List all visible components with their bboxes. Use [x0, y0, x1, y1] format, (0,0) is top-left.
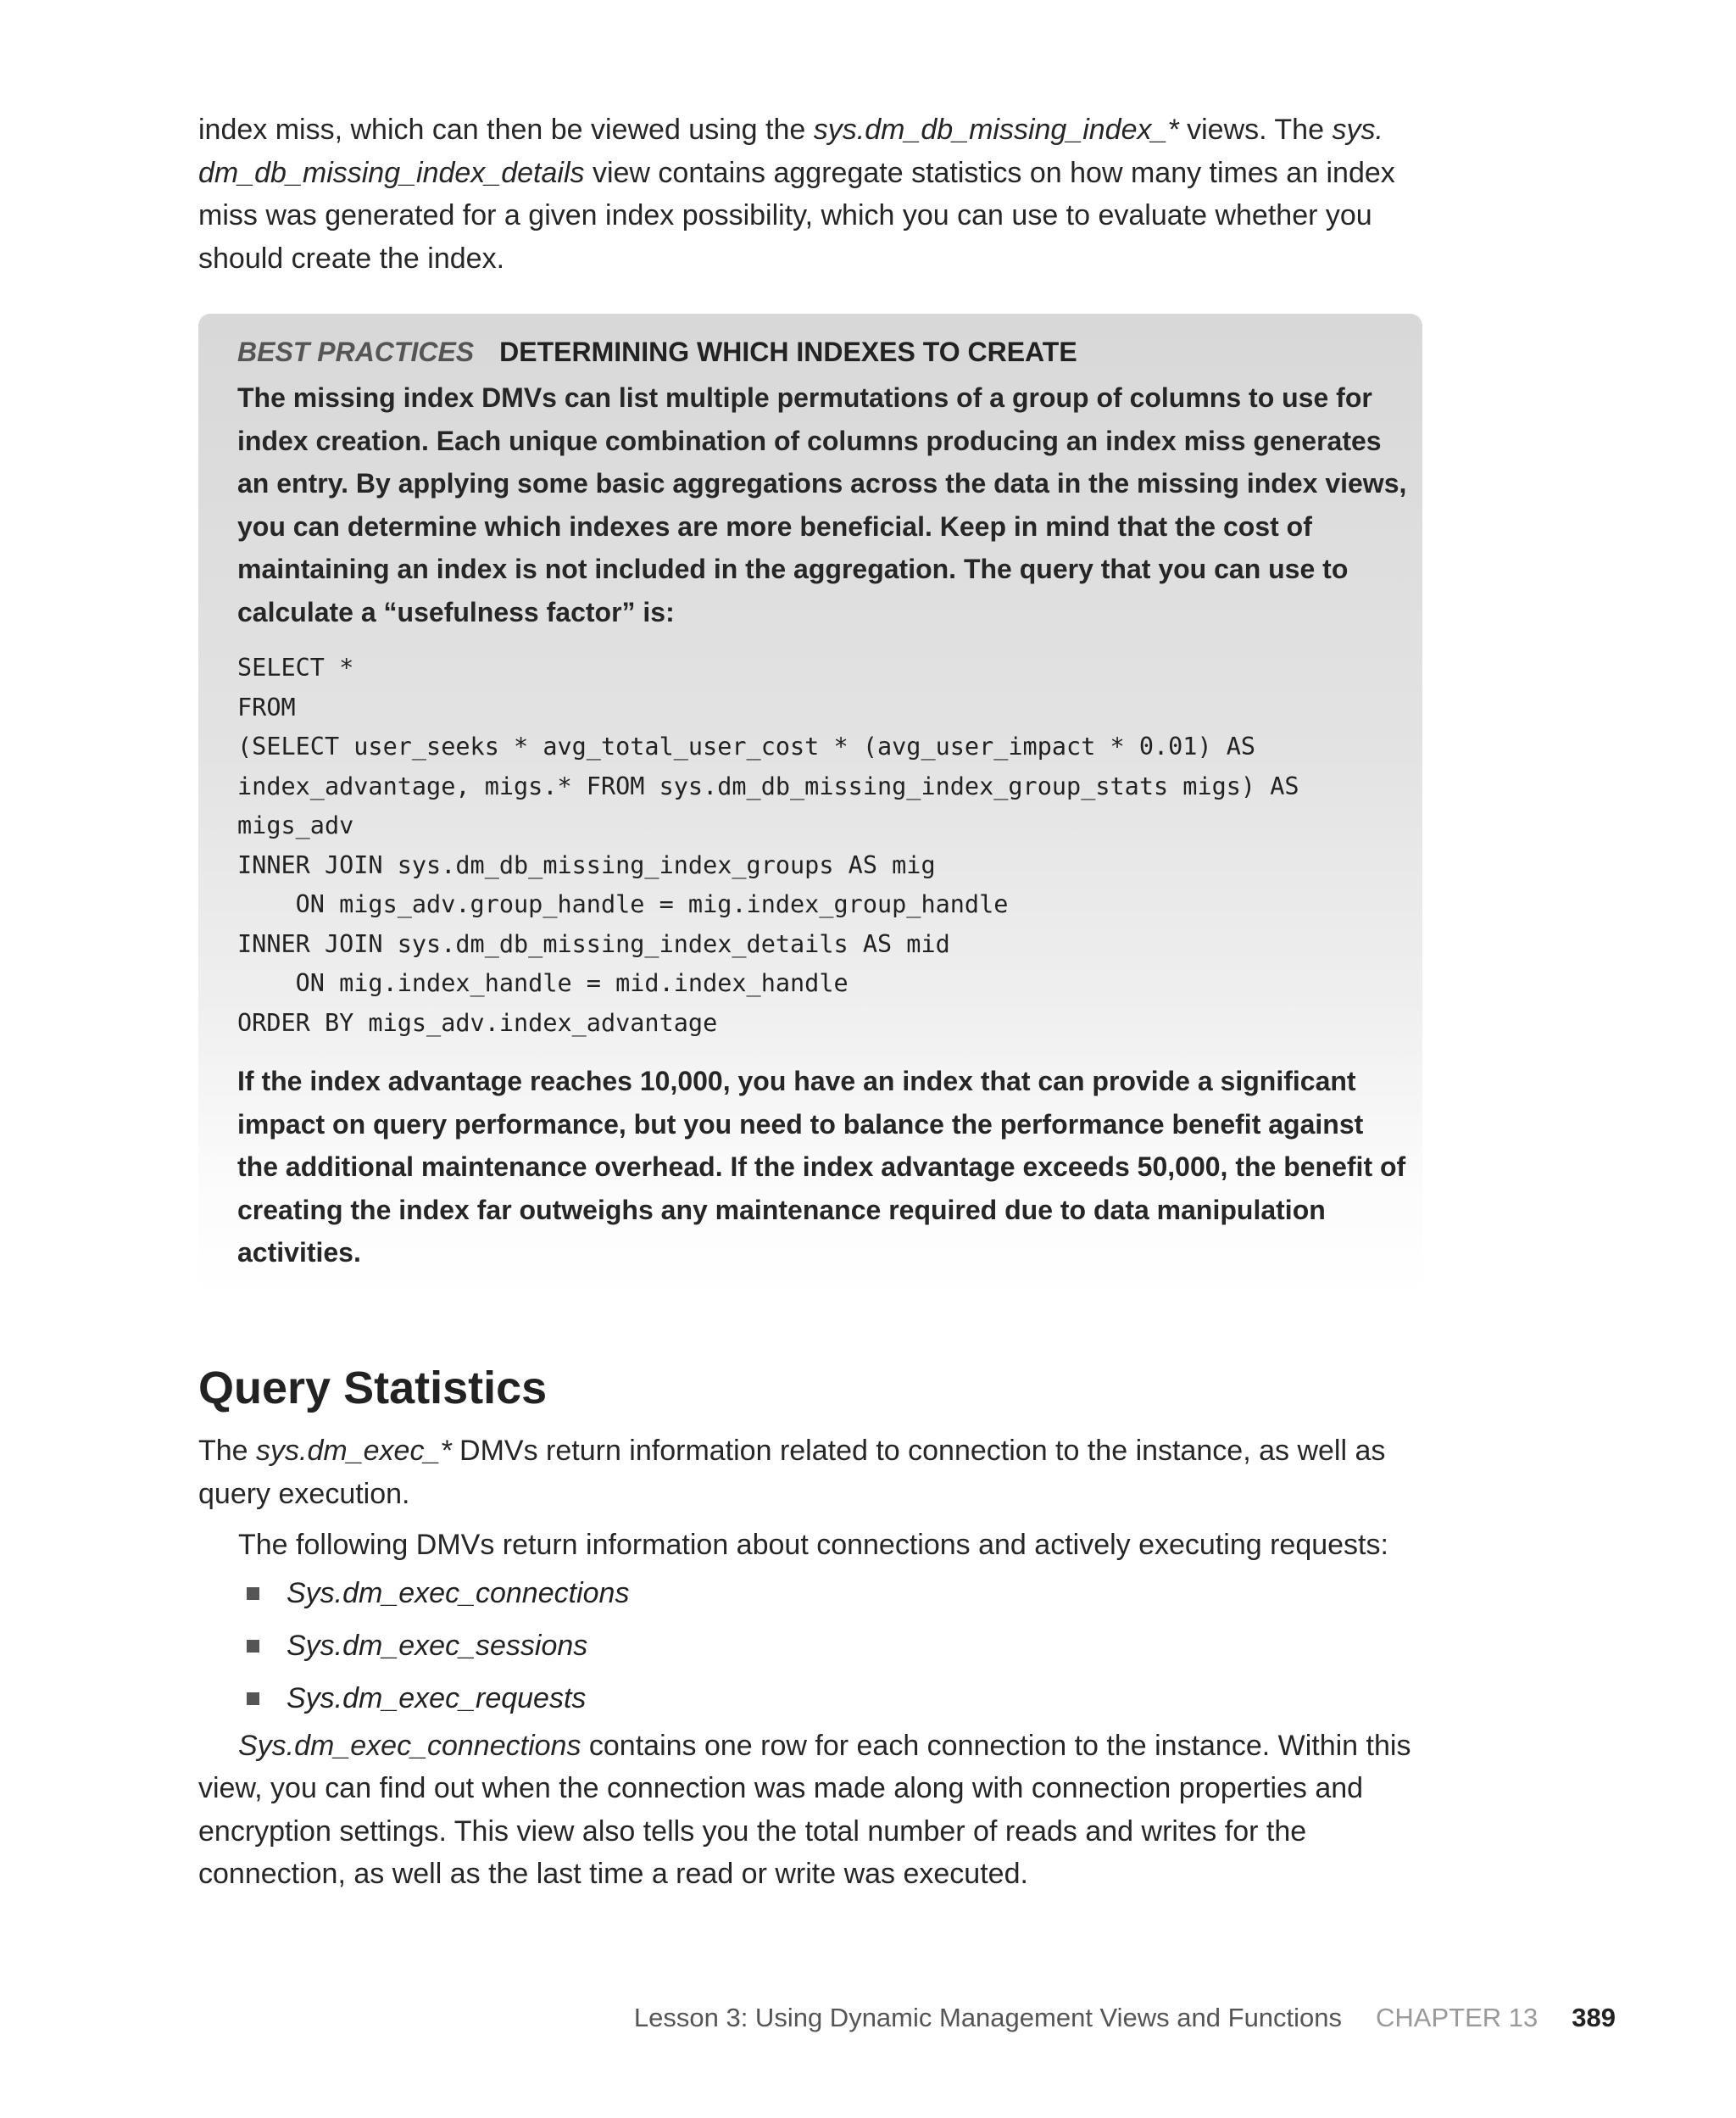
section-heading: Query Statistics: [198, 1363, 548, 1413]
list-item: [198, 1672, 1427, 1725]
page-footer: [634, 2001, 1616, 2035]
section-paragraph-2: The following DMVs return information about connections and actively executing requests:: [238, 1529, 1388, 1561]
sidebar-paragraph-1: The missing index DMVs can list multiple permutations of a group of columns to use for index creation. Each unique combination of columns producing an index miss generates an entry. By applying some basic aggregations across the data in the missing index views, you can determine which indexes are more beneficial. Keep in mind that the cost of maintaining an index is not included in the aggregation. The query that you can use to calculate a “usefulness factor” is:: [237, 382, 1407, 627]
intro-text-3: view contains aggregate statistics on how many times an index miss was generated for a given index possibility, which you can use to evaluate whether you should create the index.: [198, 156, 1395, 275]
section-p3-view-name: Sys.dm_exec_connections: [238, 1729, 581, 1762]
footer-lesson: Lesson 3: Using Dynamic Management Views and Functions: [633, 2003, 1343, 2032]
intro-paragraph: [198, 109, 1419, 280]
intro-text-1: index miss, which can then be viewed using the: [198, 114, 814, 146]
square-bullet-icon: [247, 1692, 259, 1705]
intro-text-2: views. The: [1178, 114, 1333, 146]
section-p1-view-name: sys.dm_exec_*: [256, 1435, 452, 1467]
list-item-label: Sys.dm_exec_sessions: [287, 1629, 588, 1662]
section-p1-text-1: The: [198, 1435, 257, 1467]
list-item: [198, 1619, 1427, 1672]
list-item-label: Sys.dm_exec_connections: [287, 1576, 630, 1609]
footer-chapter: CHAPTER 13: [1376, 2003, 1538, 2032]
sidebar-paragraph-2: If the index advantage reaches 10,000, you have an index that can provide a significant impact on query performance, but you need to balance the performance benefit against the additional maintenance overhead. If the index advantage exceeds 50,000, the benefit of creating the index far outweighs any maintenance required due to data manipulation activities.: [237, 1066, 1406, 1268]
section-paragraph-1: [198, 1430, 1427, 1515]
dmv-bullet-list: [198, 1567, 1427, 1725]
section-p3-text: contains one row for each connection to the instance. Within this view, you can find out when the connection was made along with connection properties and encryption settings. This view also tells you the total number of reads and writes for the connection, as well as the last time a read or write was executed.: [198, 1729, 1411, 1890]
section-paragraph-3: [198, 1725, 1427, 1896]
sql-code-block: SELECT * FROM (SELECT user_seeks * avg_total_user_cost * (avg_user_impact * 0.01) AS index_advantage, migs.* FROM sys.dm_db_missing_index_group_stats migs) AS migs_adv INNER JOIN sys.dm_db_missing_index_groups AS mig ON migs_adv.group_handle = mig.index_group_handle INNER JOIN sys.dm_db_missing_index_details AS mid ON mig.index_handle = mid.index_handle ORDER BY migs_adv.index_advantage: [237, 654, 1299, 1037]
footer-page-number: 389: [1572, 2003, 1616, 2032]
sidebar-heading: [237, 331, 1407, 373]
list-item-label: Sys.dm_exec_requests: [287, 1681, 587, 1714]
intro-text: [198, 109, 1419, 280]
intro-view-name-1: sys.dm_db_missing_index_*: [813, 114, 1179, 146]
intro-view-name-2: sys. dm_db_missing_index_details: [198, 114, 1383, 189]
best-practices-sidebar: [198, 314, 1422, 1297]
square-bullet-icon: [247, 1587, 259, 1600]
list-item: [198, 1567, 1427, 1619]
sidebar-tag: BEST PRACTICES: [237, 337, 475, 367]
square-bullet-icon: [247, 1640, 259, 1653]
query-statistics-section: [198, 1430, 1427, 1896]
section-p1-text-2: DMVs return information related to connection to the instance, as well as query execution.: [198, 1435, 1386, 1510]
sidebar-title: DETERMINING WHICH INDEXES TO CREATE: [499, 337, 1077, 367]
